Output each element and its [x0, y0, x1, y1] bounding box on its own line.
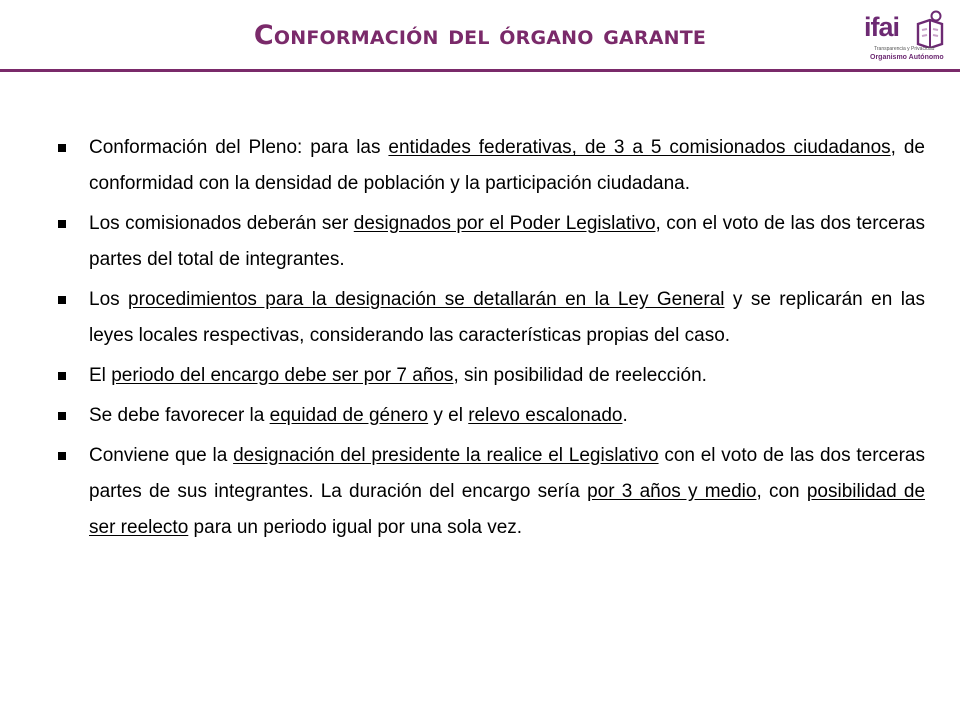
bullet-text: El — [89, 365, 112, 386]
bullet-text: , de conformidad con la densidad de población y la participación ciudadana. — [89, 137, 926, 194]
title-divider — [0, 69, 960, 72]
bullet-list — [55, 130, 925, 550]
bullet-text: Conviene que la — [89, 445, 234, 466]
bullet-item — [55, 130, 925, 202]
square-bullet-icon — [58, 372, 66, 380]
square-bullet-icon — [58, 220, 66, 228]
logo-subtitle: Organismo Autónomo — [870, 54, 944, 61]
bullet-text: con el voto de las dos terceras partes de sus integrantes. La duración del encargo sería — [89, 445, 925, 502]
bullet-text: , con el voto de las dos terceras partes del total de integrantes. — [89, 213, 926, 270]
underlined-phrase: periodo del encargo debe ser por 7 años — [111, 365, 454, 386]
bullet-item — [55, 438, 925, 546]
square-bullet-icon — [58, 144, 66, 152]
bullet-text: y se replicarán en las leyes locales respectivas, considerando las características propias del caso. — [89, 289, 925, 346]
underlined-phrase: posibilidad de ser reelecto — [89, 481, 926, 538]
bullet-text: , con — [756, 481, 807, 502]
underlined-phrase: designación del presidente la realice el Legislativo — [233, 445, 659, 466]
slide-title: Conformación del órgano garante — [253, 20, 707, 51]
bullet-text: , sin posibilidad de reelección. — [453, 365, 707, 386]
bullet-text: Los comisionados deberán ser — [89, 213, 354, 234]
bullet-text: y el — [428, 405, 469, 426]
underlined-phrase: procedimientos para la designación se detallarán en la Ley General — [128, 289, 725, 310]
square-bullet-icon — [58, 296, 66, 304]
people-emblem-icon — [914, 10, 944, 48]
bullet-item — [55, 358, 925, 394]
square-bullet-icon — [58, 452, 66, 460]
bullet-text: Los — [89, 289, 129, 310]
underlined-phrase: por 3 años y medio — [587, 481, 757, 502]
logo-tagline: Transparencia y Privacidad — [874, 46, 935, 52]
underlined-phrase: relevo escalonado — [468, 405, 623, 426]
underlined-phrase: designados por el Poder Legislativo — [353, 213, 656, 234]
bullet-text: Conformación del Pleno: para las — [89, 137, 389, 158]
square-bullet-icon — [58, 412, 66, 420]
bullet-text: . — [622, 405, 628, 426]
underlined-phrase: equidad de género — [269, 405, 429, 426]
underlined-phrase: entidades federativas, de 3 a 5 comisionados ciudadanos — [388, 137, 891, 158]
logo-wordmark: ifai — [864, 12, 900, 42]
bullet-text: Se debe favorecer la — [89, 405, 270, 426]
bullet-item — [55, 206, 925, 278]
bullet-item — [55, 398, 925, 434]
bullet-item — [55, 282, 925, 354]
bullet-text: para un periodo igual por una sola vez. — [188, 517, 523, 538]
ifai-logo — [864, 8, 946, 68]
